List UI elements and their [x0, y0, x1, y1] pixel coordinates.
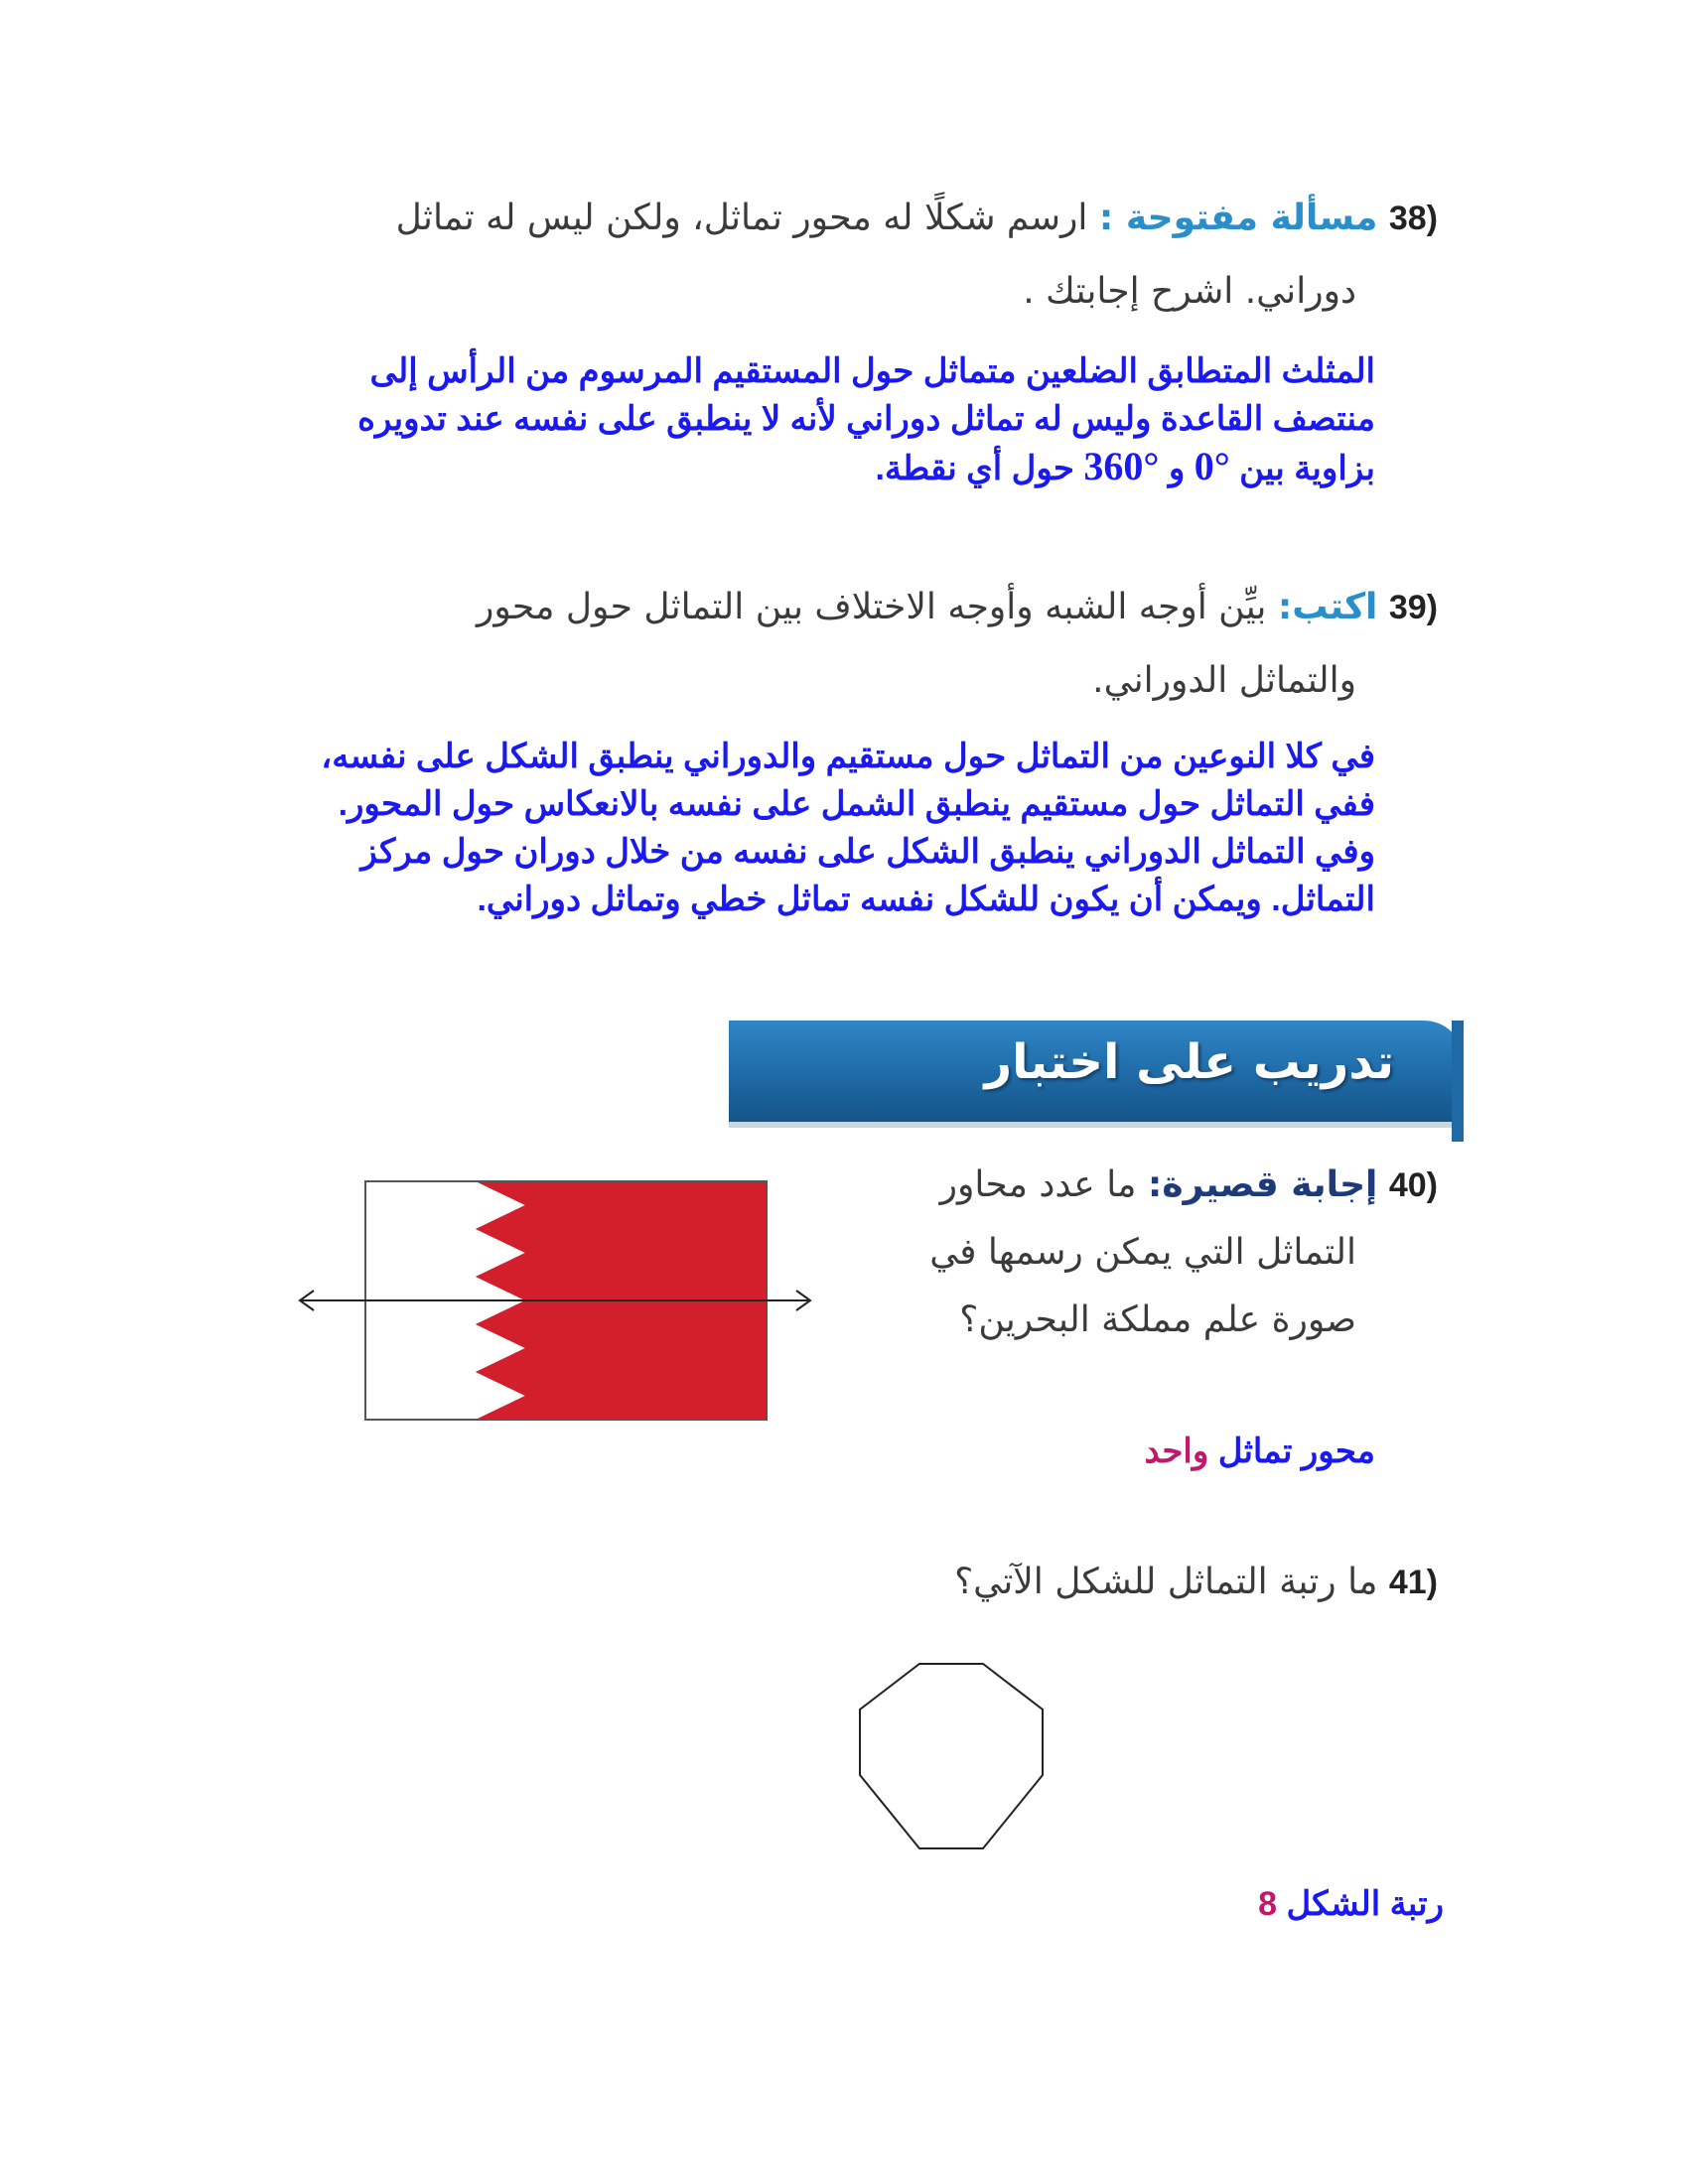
q39-line1: [147, 584, 1438, 631]
q40-text-line1: ما عدد محاور: [939, 1164, 1137, 1205]
q40-line3: صورة علم مملكة البحرين؟: [959, 1299, 1356, 1340]
q38-answer-line3-end: حول أي نقطة.: [875, 450, 1074, 487]
octagon-figure: [842, 1654, 1060, 1872]
q38-label: مسألة مفتوحة :: [1098, 198, 1378, 238]
q40-number: (40: [1388, 1166, 1438, 1204]
q39-label: اكتب:: [1277, 587, 1378, 627]
q38-angle-360: 360°: [1083, 444, 1160, 488]
q41-number: (41: [1388, 1564, 1438, 1601]
q40-label: إجابة قصيرة:: [1147, 1164, 1378, 1205]
q39-line2: والتماثل الدوراني.: [1092, 660, 1356, 701]
q38-answer: [184, 347, 1375, 492]
q40-line1: [544, 1161, 1438, 1209]
q40-answer-part2: واحد: [1144, 1433, 1209, 1470]
q39-number: (39: [1388, 589, 1438, 626]
q38-answer-and: و: [1168, 450, 1186, 487]
q39-answer: [124, 733, 1375, 923]
q40-line2: التماثل التي يمكن رسمها في: [929, 1232, 1356, 1273]
regular-octagon: [860, 1664, 1043, 1848]
q38-angle-0: 0°: [1194, 444, 1230, 488]
q38-answer-line1: المثلث المتطابق الضلعين متماثل حول المستقيم المرسوم من الرأس إلى: [369, 352, 1375, 390]
q40-answer: [680, 1432, 1375, 1471]
q39-answer-line4: التماثل. ويمكن أن يكون للشكل نفسه تماثل خطي وتماثل دوراني.: [477, 881, 1375, 918]
q41-answer-value: 8: [1258, 1885, 1278, 1923]
q41-line1: [544, 1559, 1438, 1606]
q38-answer-line3-start: بزاوية بين: [1239, 450, 1375, 487]
q38-text-line1: ارسم شكلًا له محور تماثل، ولكن ليس له تماثل: [395, 198, 1088, 238]
q40-answer-part1: محور تماثل: [1217, 1433, 1375, 1470]
q38-answer-line3: [184, 443, 1375, 492]
section-banner: [729, 1021, 1464, 1122]
banner-edge: [1452, 1021, 1464, 1142]
q41-answer: [848, 1884, 1444, 1924]
q39-answer-line2: ففي التماثل حول مستقيم ينطبق الشمل على نفسه بالانعكاس حول المحور.: [338, 785, 1375, 823]
q41-question: ما رتبة التماثل للشكل الآتي؟: [954, 1562, 1378, 1602]
q39-answer-line1: في كلا النوعين من التماثل حول مستقيم والدوراني ينطبق الشكل على نفسه،: [321, 738, 1375, 775]
section-title: تدريب على اختبار: [984, 1034, 1394, 1090]
q39-text-line1: بيِّن أوجه الشبه وأوجه الاختلاف بين التماثل حول محور: [476, 587, 1267, 627]
q41-answer-label: رتبة الشكل: [1286, 1885, 1444, 1923]
q38-answer-line2: منتصف القاعدة وليس له تماثل دوراني لأنه لا ينطبق على نفسه عند تدويره: [357, 400, 1375, 438]
q38-number: (38: [1388, 200, 1438, 237]
q38-line1: [147, 195, 1438, 242]
q39-answer-line3: وفي التماثل الدوراني ينطبق الشكل على نفسه من خلال دوران حول مركز: [360, 833, 1375, 871]
q38-line2: دوراني. اشرح إجابتك .: [1023, 271, 1356, 312]
